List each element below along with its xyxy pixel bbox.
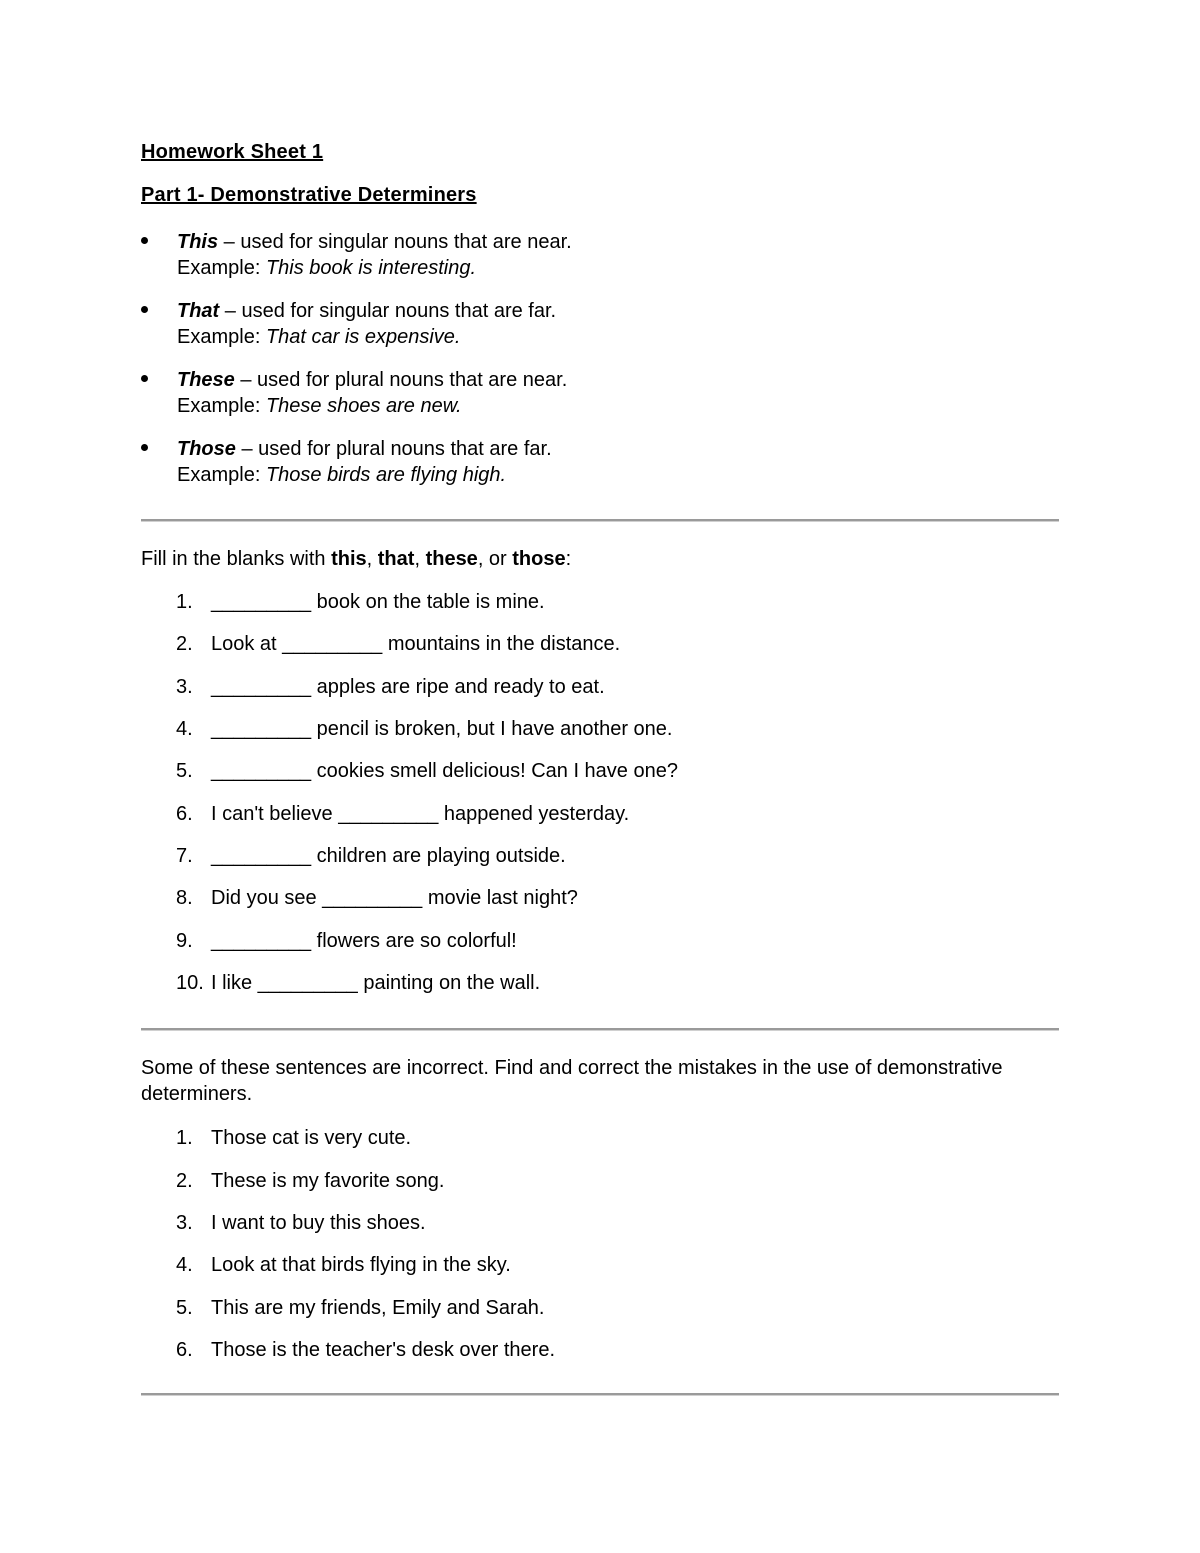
item-number: 2. xyxy=(176,1170,193,1192)
term: Those xyxy=(177,438,236,460)
page-title: Homework Sheet 1 xyxy=(141,141,324,163)
item-number: 3. xyxy=(176,676,193,698)
example-text: These shoes are new. xyxy=(265,395,462,417)
item-text: _________ flowers are so colorful! xyxy=(211,930,517,952)
item-text: Those cat is very cute. xyxy=(211,1127,412,1149)
keyword-these: these xyxy=(425,548,478,570)
item-number: 5. xyxy=(176,760,193,782)
example-text: This book is interesting. xyxy=(265,257,477,279)
keyword-that: that xyxy=(377,548,415,570)
separator: , or xyxy=(477,548,513,570)
item-text: I want to buy this shoes. xyxy=(211,1212,426,1234)
item-text: I like _________ painting on the wall. xyxy=(211,972,541,994)
item-number: 6. xyxy=(176,803,193,825)
item-number: 5. xyxy=(176,1297,193,1319)
separator: , xyxy=(414,548,426,570)
term-description: – used for plural nouns that are far. xyxy=(235,438,552,460)
item-text: _________ children are playing outside. xyxy=(211,845,566,867)
separator: , xyxy=(366,548,378,570)
item-text: _________ book on the table is mine. xyxy=(211,591,545,613)
item-number: 3. xyxy=(176,1212,193,1234)
item-text: This are my friends, Emily and Sarah. xyxy=(211,1297,545,1319)
item-number: 1. xyxy=(176,591,193,613)
bullet-icon xyxy=(141,306,148,313)
section-heading: Part 1- Demonstrative Determiners xyxy=(141,184,477,206)
example-label: Example: xyxy=(177,464,266,486)
item-number: 6. xyxy=(176,1339,193,1361)
item-text: _________ pencil is broken, but I have another one. xyxy=(211,718,673,740)
item-number: 8. xyxy=(176,887,193,909)
term: These xyxy=(177,369,235,391)
instruction-suffix: : xyxy=(565,548,572,570)
item-number: 1. xyxy=(176,1127,193,1149)
example-label: Example: xyxy=(177,326,266,348)
item-number: 10. xyxy=(176,972,204,994)
term-description: – used for plural nouns that are near. xyxy=(234,369,568,391)
term: This xyxy=(177,231,219,253)
exercise-instruction: Some of these sentences are incorrect. Find and correct the mistakes in the use of demonstrative determiners. xyxy=(141,1057,1003,1105)
item-number: 4. xyxy=(176,718,193,740)
item-number: 4. xyxy=(176,1254,193,1276)
item-text: Look at _________ mountains in the distance. xyxy=(211,633,621,655)
item-text: _________ apples are ripe and ready to eat. xyxy=(211,676,605,698)
example-text: That car is expensive. xyxy=(265,326,461,348)
example-text: Those birds are flying high. xyxy=(265,464,507,486)
bullet-icon xyxy=(141,444,148,451)
keyword-this: this xyxy=(331,548,367,570)
example-label: Example: xyxy=(177,395,266,417)
item-text: These is my favorite song. xyxy=(211,1170,445,1192)
instruction-text: Fill in the blanks with xyxy=(141,548,332,570)
item-number: 9. xyxy=(176,930,193,952)
bullet-icon xyxy=(141,375,148,382)
horizontal-divider xyxy=(141,1393,1059,1396)
exercise-instruction xyxy=(141,546,571,572)
item-text: Look at that birds flying in the sky. xyxy=(211,1254,511,1276)
item-text: Those is the teacher's desk over there. xyxy=(211,1339,555,1361)
example-label: Example: xyxy=(177,257,266,279)
term-description: – used for singular nouns that are far. xyxy=(219,300,557,322)
item-number: 7. xyxy=(176,845,193,867)
item-text: I can't believe _________ happened yesterday. xyxy=(211,803,630,825)
bullet-icon xyxy=(141,237,148,244)
keyword-those: those xyxy=(512,548,566,570)
term: That xyxy=(177,300,220,322)
item-number: 2. xyxy=(176,633,193,655)
horizontal-divider xyxy=(141,519,1059,522)
horizontal-divider xyxy=(141,1028,1059,1031)
item-text: Did you see _________ movie last night? xyxy=(211,887,578,909)
term-description: – used for singular nouns that are near. xyxy=(218,231,572,253)
item-text: _________ cookies smell delicious! Can I have one? xyxy=(211,760,678,782)
